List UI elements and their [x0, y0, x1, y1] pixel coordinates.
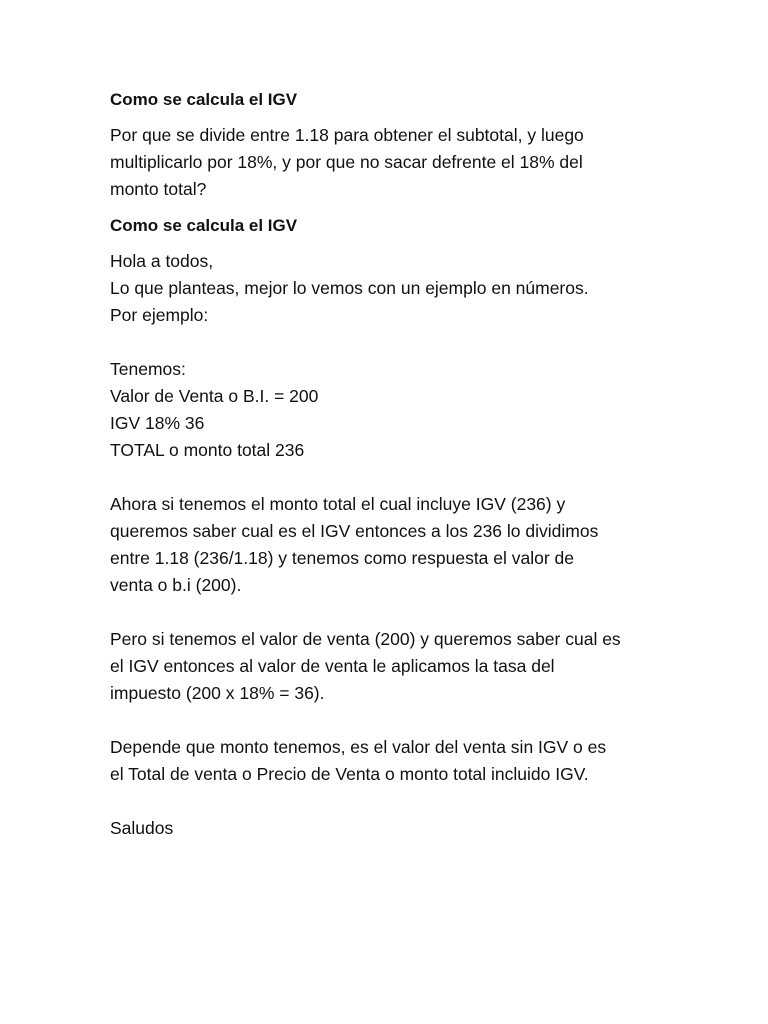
text-line: Hola a todos, [110, 251, 214, 271]
closing-text: Saludos [110, 818, 174, 838]
text-line: el IGV entonces al valor de venta le aplicamos la tasa del [110, 656, 555, 676]
text-line: multiplicarlo por 18%, y por que no sacar defrente el 18% del [110, 152, 583, 172]
text-line: Tenemos: [110, 359, 186, 379]
document-page [110, 86, 670, 842]
spacer [110, 707, 670, 734]
text-line: queremos saber cual es el IGV entonces a los 236 lo dividimos [110, 521, 599, 541]
example-block [110, 356, 670, 464]
text-line: entre 1.18 (236/1.18) y tenemos como respuesta el valor de [110, 548, 575, 568]
text-line: monto total? [110, 179, 207, 199]
spacer [110, 203, 670, 212]
paragraph-2 [110, 626, 670, 707]
text-line: Por que se divide entre 1.18 para obtener el subtotal, y luego [110, 125, 584, 145]
document-title: Como se calcula el IGV [110, 90, 298, 109]
text-line: IGV 18% 36 [110, 413, 205, 433]
text-line: Pero si tenemos el valor de venta (200) y queremos saber cual es [110, 629, 621, 649]
spacer [110, 599, 670, 626]
spacer [110, 113, 670, 122]
greeting-paragraph [110, 248, 670, 329]
text-line: Por ejemplo: [110, 305, 209, 325]
text-line: impuesto (200 x 18% = 36). [110, 683, 325, 703]
text-line: TOTAL o monto total 236 [110, 440, 305, 460]
text-line: Lo que planteas, mejor lo vemos con un ejemplo en números. [110, 278, 589, 298]
spacer [110, 464, 670, 491]
text-line: Valor de Venta o B.I. = 200 [110, 386, 319, 406]
question-paragraph [110, 122, 670, 203]
text-line: venta o b.i (200). [110, 575, 242, 595]
text-line: el Total de venta o Precio de Venta o monto total incluido IGV. [110, 764, 589, 784]
text-line: Ahora si tenemos el monto total el cual incluye IGV (236) y [110, 494, 566, 514]
spacer [110, 329, 670, 356]
paragraph-1 [110, 491, 670, 599]
paragraph-3 [110, 734, 670, 788]
text-line: Depende que monto tenemos, es el valor del venta sin IGV o es [110, 737, 607, 757]
spacer [110, 788, 670, 815]
spacer [110, 239, 670, 248]
answer-title: Como se calcula el IGV [110, 216, 298, 235]
